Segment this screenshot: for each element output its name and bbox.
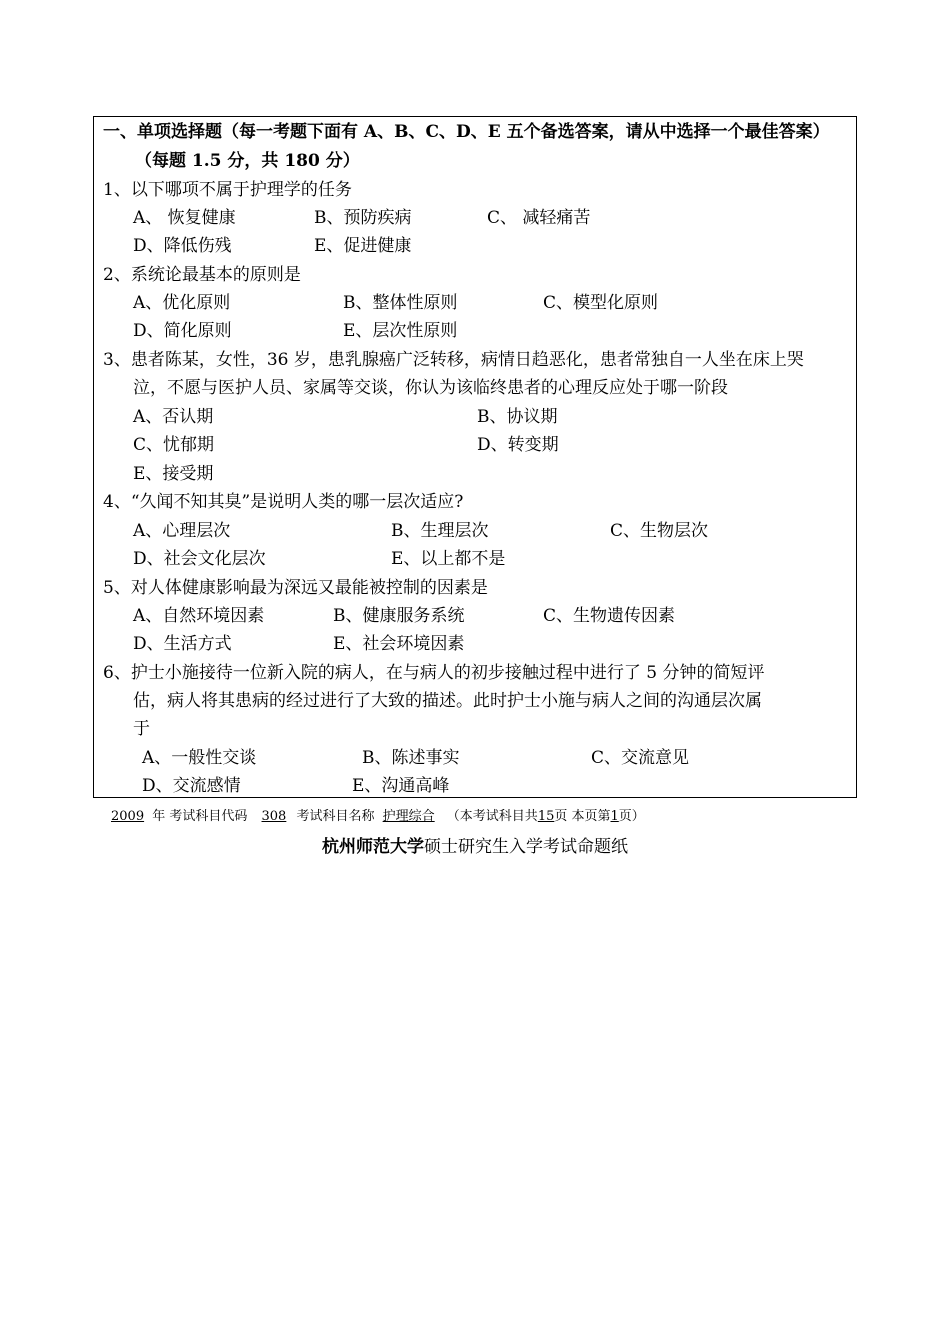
question-6-option-b: B、陈述事实 bbox=[362, 748, 460, 768]
university-name: 杭州师范大学 bbox=[322, 837, 424, 857]
question-5-option-b: B、健康服务系统 bbox=[333, 606, 465, 626]
question-2-option-d: D、简化原则 bbox=[133, 321, 232, 341]
question-4-option-b: B、生理层次 bbox=[391, 521, 489, 541]
question-5-option-c: C、生物遗传因素 bbox=[543, 606, 676, 626]
question-6-stem-line-1: 6、护士小施接待一位新入院的病人，在与病人的初步接触过程中进行了 5 分钟的简短评 bbox=[103, 663, 765, 683]
question-4-option-a: A、心理层次 bbox=[133, 521, 231, 541]
question-6-option-c: C、交流意见 bbox=[591, 748, 690, 768]
subject-name-label: 考试科目名称 bbox=[296, 809, 375, 824]
subject-code: 308 bbox=[261, 809, 287, 824]
pages-prefix: （本考试科目共 bbox=[446, 809, 538, 824]
exam-year: 2009 bbox=[111, 809, 145, 824]
question-2-option-a: A、优化原则 bbox=[133, 293, 231, 313]
question-3-option-b: B、协议期 bbox=[477, 407, 558, 427]
question-3-option-d: D、转变期 bbox=[477, 435, 559, 455]
question-1-option-e: E、促进健康 bbox=[314, 236, 412, 256]
question-1-option-b: B、预防疾病 bbox=[314, 208, 412, 228]
question-6-option-d: D、交流感情 bbox=[142, 776, 241, 796]
question-3-option-e: E、接受期 bbox=[133, 464, 214, 484]
question-6-option-a: A、一般性交谈 bbox=[142, 748, 257, 768]
section-subtitle: （每题 1.5 分，共 180 分） bbox=[135, 151, 360, 171]
question-1-option-c: C、 减轻痛苦 bbox=[487, 208, 591, 228]
question-4-option-d: D、社会文化层次 bbox=[133, 549, 266, 569]
pages-middle: 页 本页第 bbox=[554, 809, 611, 824]
question-5-option-e: E、社会环境因素 bbox=[333, 634, 465, 654]
question-3-stem-line-1: 3、患者陈某，女性，36 岁，患乳腺癌广泛转移，病情日趋恶化，患者常独自一人坐在床上哭 bbox=[103, 350, 804, 370]
question-5-option-a: A、自然环境因素 bbox=[133, 606, 265, 626]
question-6-option-e: E、沟通高峰 bbox=[352, 776, 450, 796]
question-6-stem-line-2: 估，病人将其患病的经过进行了大致的描述。此时护士小施与病人之间的沟通层次属 bbox=[133, 691, 762, 711]
question-5-option-d: D、生活方式 bbox=[133, 634, 232, 654]
question-6-stem-line-3: 于 bbox=[133, 719, 150, 739]
question-2-option-b: B、整体性原则 bbox=[343, 293, 458, 313]
question-1-option-d: D、降低伤残 bbox=[133, 236, 232, 256]
question-2-option-c: C、模型化原则 bbox=[543, 293, 659, 313]
pages-suffix: 页） bbox=[618, 809, 645, 824]
question-2-option-e: E、层次性原则 bbox=[343, 321, 458, 341]
question-1-option-a: A、 恢复健康 bbox=[133, 208, 236, 228]
year-label: 年 考试科目代码 bbox=[152, 809, 248, 824]
paper-title bbox=[0, 832, 950, 857]
total-pages: 15 bbox=[537, 809, 555, 824]
page-number: 1 bbox=[610, 809, 619, 824]
question-5-stem: 5、对人体健康影响最为深远又最能被控制的因素是 bbox=[103, 578, 488, 598]
question-2-stem: 2、系统论最基本的原则是 bbox=[103, 265, 301, 285]
subject-name: 护理综合 bbox=[382, 809, 435, 824]
question-4-option-c: C、生物层次 bbox=[610, 521, 709, 541]
section-title: 一、单项选择题（每一考题下面有 A、B、C、D、E 五个备选答案，请从中选择一个最佳答案） bbox=[103, 122, 830, 142]
exam-info-line bbox=[103, 805, 645, 824]
question-3-option-c: C、忧郁期 bbox=[133, 435, 215, 455]
question-4-option-e: E、以上都不是 bbox=[391, 549, 506, 569]
question-4-stem: 4、“久闻不知其臭”是说明人类的哪一层次适应? bbox=[103, 492, 464, 512]
paper-title-text: 硕士研究生入学考试命题纸 bbox=[424, 837, 628, 857]
question-3-option-a: A、否认期 bbox=[133, 407, 214, 427]
question-3-stem-line-2: 泣，不愿与医护人员、家属等交谈，你认为该临终患者的心理反应处于哪一阶段 bbox=[133, 378, 728, 398]
question-1-stem: 1、以下哪项不属于护理学的任务 bbox=[103, 180, 352, 200]
